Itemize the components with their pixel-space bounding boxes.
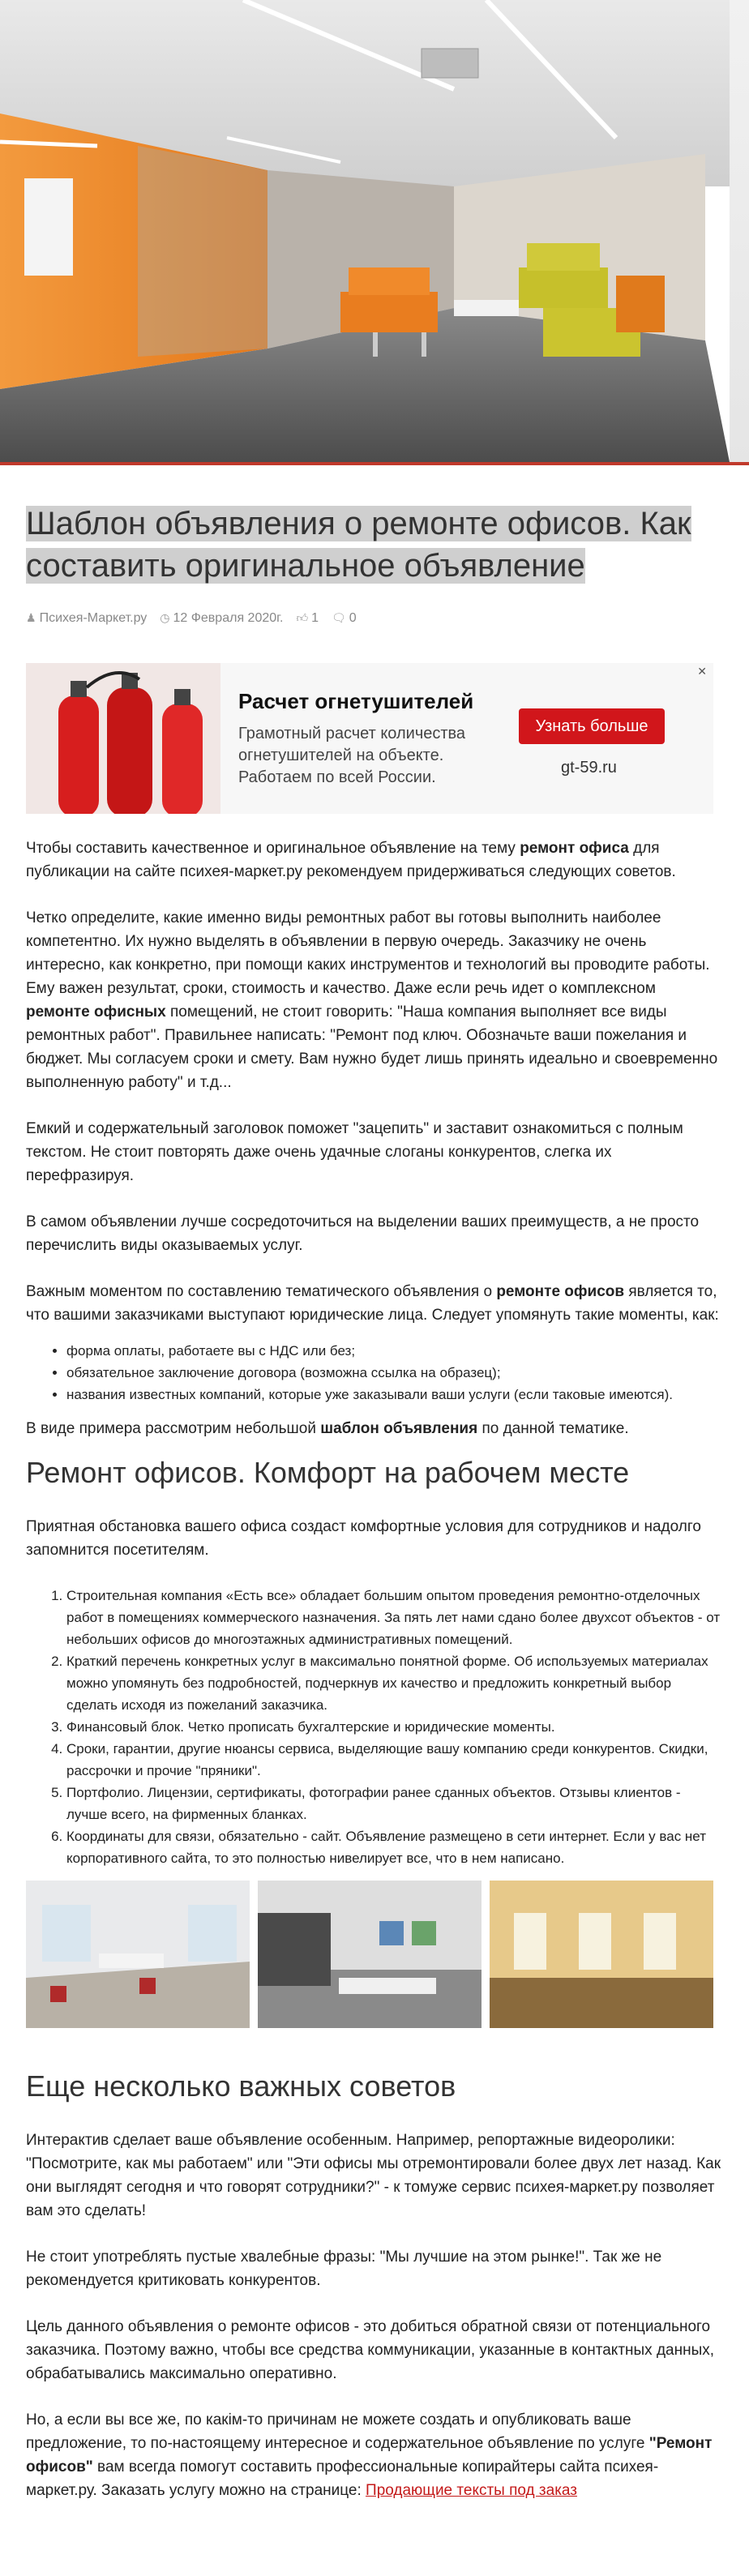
office-photo[interactable] xyxy=(490,1881,713,2028)
list-item: • форма оплаты, работаете вы с НДС или без; xyxy=(66,1340,723,1362)
section-heading: Еще несколько важных советов xyxy=(26,2069,456,2103)
office-photo[interactable] xyxy=(26,1881,250,2028)
list-item: 6. Координаты для связи, обязательно - сайт. Объявление размещено в сети интернет. Если у вас нет корпоративного сайта, то это полностью нивелирует все, что в нем написано. xyxy=(66,1825,723,1869)
template-steps-list xyxy=(26,1585,723,1869)
date-meta xyxy=(160,611,283,626)
order-texts-link[interactable]: Продающие тексты под заказ xyxy=(366,2482,577,2499)
list-item: • названия известных компаний, которые уже заказывали ваши услуги (если таковые имеются). xyxy=(66,1384,723,1406)
list-item: 1. Строительная компания «Есть все» обладает большим опытом проведения ремонтно-отделочных работ в помещениях коммерческого назначения. За пять лет нами сдано более двухсот объектов - от небольших офисов до многоэтажных административных помещений. xyxy=(66,1585,723,1650)
list-item: 3. Финансовый блок. Четко прописать бухгалтерские и юридические моменты. xyxy=(66,1716,723,1738)
list-item: 2. Краткий перечень конкретных услуг в максимально понятной форме. Об используемых материалах можно упомянуть без подробностей, подчеркнув их качество и предложить конкретный выбор сделать исходя из пожеланий заказчика. xyxy=(66,1650,723,1716)
fire-extinguisher-image xyxy=(26,663,220,814)
requirements-list xyxy=(26,1340,723,1406)
paragraph: Интерактив сделает ваше объявление особенным. Например, репортажные видеоролики: "Посмотрите, как мы работаем" или "Эти офисы мы отремонтировали более двух лет назад. Как они выглядят сегодня и что говорят сотрудники?" - к томуже сервис психея-маркет.ру позволяет вам это сделать! xyxy=(26,2132,721,2219)
author-meta[interactable] xyxy=(26,611,147,626)
paragraph: Чтобы составить качественное и оригинальное объявление на тему ремонт офиса для публикации на сайте психея-маркет.ру рекомендуем придерживаться следующих советов. xyxy=(26,840,676,880)
paragraph: В самом объявлении лучше сосредоточиться на выделении ваших преимуществ, а не просто перечислить виды оказываемых услуг. xyxy=(26,1213,700,1254)
comments-meta[interactable] xyxy=(332,611,357,626)
paragraph: Приятная обстановка вашего офиса создаст комфортные условия для сотрудников и надолго запомнится посетителям. xyxy=(26,1518,701,1559)
paragraph: В виде примера рассмотрим небольшой шаблон объявления по данной тематике. xyxy=(26,1420,629,1437)
paragraph: Важным моментом по составлению тематического объявления о ремонте офисов является то, что вашими заказчиками выступают юридические лица. Следует упомянуть такие моменты, как: xyxy=(26,1283,719,1324)
clock-icon: ◷ xyxy=(160,611,170,624)
article-body xyxy=(26,837,723,2502)
hero-divider xyxy=(0,462,749,465)
paragraph: Не стоит употреблять пустые хвалебные фразы: "Мы лучшие на этом рынке!". Так же не рекомендуется критиковать конкурентов. xyxy=(26,2249,662,2289)
ad-text: Грамотный расчет количества огнетушителей на объекте. Работаем по всей России. xyxy=(238,725,466,786)
photo-gallery xyxy=(26,1881,713,2028)
ad-learn-more-button[interactable]: Узнать больше xyxy=(519,708,665,744)
article xyxy=(26,503,723,2525)
thumbs-up-icon: 👍︎ xyxy=(296,611,309,624)
office-photo-illustration xyxy=(258,1881,481,2028)
user-icon: ♟ xyxy=(26,611,36,624)
fire-extinguisher-illustration xyxy=(26,663,220,814)
office-photo[interactable] xyxy=(258,1881,481,2028)
article-title: Шаблон объявления о ремонте офисов. Как составить оригинальное объявление xyxy=(26,506,691,584)
paragraph: Цель данного объявления о ремонте офисов - это добиться обратной связи от потенциального заказчика. Поэтому важно, чтобы все средства коммуникации, указанные в контактных данных, обрабатывались максимально оперативно. xyxy=(26,2318,715,2382)
office-photo-illustration xyxy=(490,1881,713,2028)
ad-banner[interactable] xyxy=(26,663,713,814)
paragraph: Емкий и содержательный заголовок поможет "зацепить" и заставит ознакомиться с полным текстом. Не стоит повторять даже очень удачные слоганы конкурентов, слегка их перефразируя. xyxy=(26,1120,683,1184)
likes-count: 1 xyxy=(311,611,319,625)
hero-edge-shadow xyxy=(730,0,749,465)
paragraph: Четко определите, какие именно виды ремонтных работ вы готовы выполнить наиболее компетентно. Их нужно выделять в объявлении в первую очередь. Заказчику не очень интересно, как конкретно, при помощи каких инструментов и технологий вы проводите работы. Ему важен результат, сроки, стоимость и качество. Даже если речь идет о комплексном ремонте офисных помещений, не стоит говорить: "Наша компания выполняет все виды ремонтных работ". Правильнее написать: "Ремонт под ключ. Обозначьте ваши пожелания и бюджет. Мы согласуем сроки и смету. Вам нужно будет лишь принять идеально и своевременно выполненную работу" и т.д... xyxy=(26,909,718,1091)
publish-date: 12 Февраля 2020г. xyxy=(173,611,284,625)
list-item: 5. Портфолио. Лицензии, сертификаты, фотографии ранее сданных объектов. Отзывы клиентов - лучше всего, на фирменных бланках. xyxy=(66,1782,723,1825)
office-interior-illustration xyxy=(0,0,730,462)
list-item: • обязательное заключение договора (возможна ссылка на образец); xyxy=(66,1362,723,1384)
list-item: 4. Сроки, гарантии, другие нюансы сервиса, выделяющие вашу компанию среди конкурентов. Скидки, рассрочки и прочие "пряники". xyxy=(66,1738,723,1782)
section-heading: Ремонт офисов. Комфорт на рабочем месте xyxy=(26,1456,630,1489)
hero-image xyxy=(0,0,730,462)
ad-title[interactable]: Расчет огнетушителей xyxy=(238,689,474,713)
article-meta xyxy=(26,611,723,626)
likes-meta[interactable] xyxy=(296,611,319,626)
office-photo-illustration xyxy=(26,1881,250,2028)
ad-close-icon[interactable]: ✕ xyxy=(697,665,707,678)
author-name: Психея-Маркет.ру xyxy=(39,611,148,625)
comments-count: 0 xyxy=(349,611,357,625)
comment-icon: 🗨︎ xyxy=(332,611,346,624)
paragraph: Но, а если вы все же, по какім-то причинам не можете создать и опубликовать ваше предложение, то по-настоящему интересное и содержательное объявление по услуге "Ремонт офисов" вам всегда помогут составить профессиональные копирайтеры сайта психея-маркет.ру. Заказать услугу можно на странице: Продающие тексты под заказ xyxy=(26,2411,713,2499)
ad-domain[interactable]: gt-59.ru xyxy=(561,759,617,777)
